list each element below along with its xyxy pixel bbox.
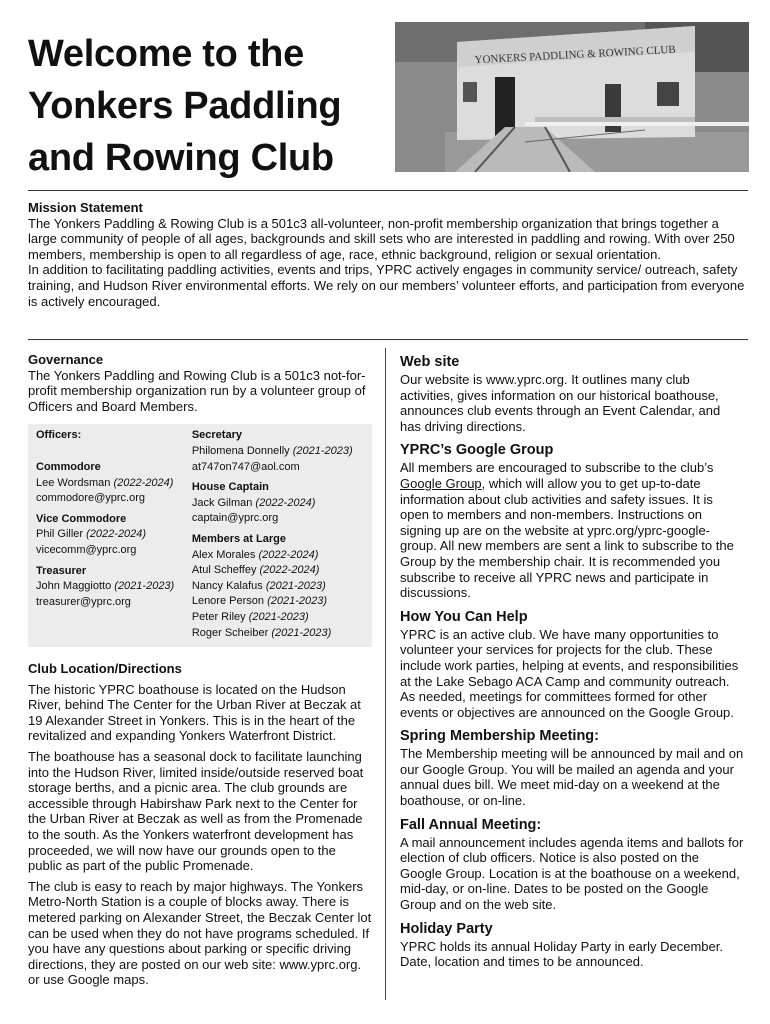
officers-label: Officers: xyxy=(36,429,82,442)
officer-email: vicecomm@yprc.org xyxy=(36,543,137,556)
spring-meeting-heading: Spring Membership Meeting: xyxy=(400,728,599,745)
mission-paragraph: The Yonkers Paddling & Rowing Club is a 501c3 all-volunteer, non-profit membership organization that brings together a large community of people of all ages, backgrounds and skill sets who are interested in paddling and rowing. With over 250 members, membership is open to all regardless of age, race, ethnic background, religion or sexual orientation. xyxy=(28,215,735,262)
member-at-large: Alex Morales (2022-2024) xyxy=(191,548,319,561)
holiday-party-heading: Holiday Party xyxy=(400,920,493,937)
title-line: and Rowing Club xyxy=(28,137,334,179)
officer-name: Jack Gilman (2022-2024) xyxy=(191,496,316,509)
officer-title: House Captain xyxy=(191,481,269,494)
google-group-text: All members are encouraged to subscribe to the club’s Google Group, which will allow you to get up-to-date information about club activities and safety issues. It is open to members and non-members. Instructions on signing up are on the website at yprc.org/yprc-google-group. All new members are sent a link to subscribe to the Group by the membership chair. It is recommended you subscribe to receive all YPRC news and participate in discussions. xyxy=(400,460,734,601)
member-at-large: Nancy Kalafus (2021-2023) xyxy=(191,579,326,592)
title-line: Yonkers Paddling xyxy=(28,85,342,127)
officer-email: commodore@yprc.org xyxy=(36,492,145,505)
governance-text: The Yonkers Paddling and Rowing Club is a 501c3 not-for-profit membership organization run by a volunteer group of Officers and Board Members. xyxy=(28,367,366,414)
page-title xyxy=(28,28,388,184)
location-paragraph: The club is easy to reach by major highways. The Yonkers Metro-North Station is a couple of blocks away. There is metered parking on Alexander Street, the Beczak Center lot can be used when they do not have programs scheduled. If you have any questions about parking or specific driving directions, they are posted on our web site: www.yprc.org. or use Google maps. xyxy=(28,878,372,988)
officer-title: Vice Commodore xyxy=(36,512,127,525)
officer-title: Commodore xyxy=(36,460,101,473)
officer-name: Phil Giller (2022-2024) xyxy=(36,528,147,541)
member-at-large: Roger Scheiber (2021-2023) xyxy=(191,626,332,639)
website-text: Our website is www.yprc.org. It outlines many club activities, gives information on our historical boathouse, announces club events through an Event Calendar, and has driving directions. xyxy=(400,372,721,434)
column-divider xyxy=(385,348,386,1000)
location-paragraph: The boathouse has a seasonal dock to facilitate launching into the Hudson River, limited inside/outside reserved boat storage berths, and a picnic area. The club grounds are accessible through Habirshaw Park next to the Center for the Urban River at Beczak as well as from the Promenade to the south. As the Yonkers waterfront development has proceeded, we will now have our grounds open to the public as part of the public Promenade. xyxy=(28,749,364,874)
boathouse-photo xyxy=(395,22,749,172)
officer-email: treasurer@yprc.org xyxy=(36,595,131,608)
help-text: YPRC is an active club. We have many opportunities to volunteer your services for projects for the club. These include work parties, helping at events, and responsibilities at the Lake Sebago ACA Camp and community outreach. As needed, meetings for committees formed for other events or objectives are announced on the Google Group. xyxy=(400,626,739,720)
officer-title: Secretary xyxy=(191,429,242,442)
officers-column xyxy=(192,428,372,641)
help-heading: How You Can Help xyxy=(400,608,528,625)
photo-sign-text: YONKERS PADDLING & ROWING CLUB xyxy=(474,43,676,67)
location-section xyxy=(28,661,372,988)
member-at-large: Peter Riley (2021-2023) xyxy=(191,610,309,623)
mission-paragraph: In addition to facilitating paddling activities, events and trips, YPRC actively engages in community service/ outreach, safety training, and Hudson River environmental efforts. We rely on our members’ volunteer efforts, and participation from everyone is actively encouraged. xyxy=(28,262,745,309)
right-column xyxy=(400,354,744,978)
left-column xyxy=(28,352,372,993)
spring-meeting-text: The Membership meeting will be announced by mail and on our Google Group. You will be mailed an agenda and your annual dues bill. We meet mid-day on a weekend at the boathouse, or on-line. xyxy=(400,746,744,809)
fall-meeting-heading: Fall Annual Meeting: xyxy=(400,816,542,833)
officer-title: Treasurer xyxy=(36,564,87,577)
member-at-large: Atul Scheffey (2022-2024) xyxy=(191,564,320,577)
title-line: Welcome to the xyxy=(28,33,304,75)
google-group-link[interactable]: Google Group xyxy=(400,475,482,491)
google-group-heading: YPRC’s Google Group xyxy=(400,442,554,459)
mission-statement xyxy=(28,200,750,309)
governance-heading: Governance xyxy=(28,352,104,367)
location-heading: Club Location/Directions xyxy=(28,661,182,677)
member-at-large: Lenore Person (2021-2023) xyxy=(191,595,327,608)
officer-title: Members at Large xyxy=(191,532,286,545)
officers-column xyxy=(36,428,192,641)
website-heading: Web site xyxy=(400,354,460,370)
fall-meeting-text: A mail announcement includes agenda items and ballots for election of club officers. Notice is also posted on the Google Group. Location is at the boathouse on a weekend, mid-day, or on-line. Dates to be posted on the Google Group and on the web site. xyxy=(400,834,744,913)
officer-email: captain@yprc.org xyxy=(191,512,279,525)
officer-name: John Maggiotto (2021-2023) xyxy=(36,580,175,593)
location-paragraph: The historic YPRC boathouse is located on the Hudson River, behind The Center for the Urban River at Beczak at 19 Alexander Street in Yonkers. This is in the heart of the revitalized and expanding Yonkers Waterfront District. xyxy=(28,681,361,744)
divider xyxy=(28,190,748,191)
holiday-party-text: YPRC holds its annual Holiday Party in early December. Date, location and times to be announced. xyxy=(400,938,723,970)
officer-email: at747on747@aol.com xyxy=(191,460,300,473)
officers-box xyxy=(28,424,372,647)
divider xyxy=(28,339,748,340)
officer-name: Philomena Donnelly (2021-2023) xyxy=(191,444,353,457)
mission-heading: Mission Statement xyxy=(28,200,143,215)
officer-name: Lee Wordsman (2022-2024) xyxy=(36,476,174,489)
